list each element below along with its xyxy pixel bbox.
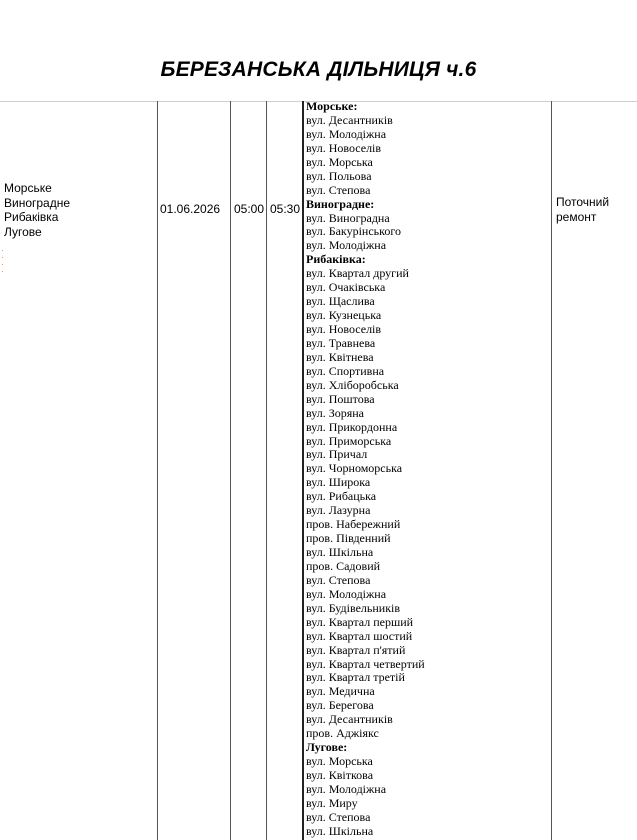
street-item: вул. Прикордонна (306, 419, 398, 434)
start-time: 05:00 (234, 202, 265, 216)
street-item: вул. Миру (306, 795, 358, 810)
end-time: 05:30 (270, 202, 301, 216)
street-item: вул. Квітнева (306, 349, 374, 364)
column-divider (266, 101, 267, 840)
street-item: вул. Чорноморська (306, 461, 403, 476)
street-item: вул. Зоряна (306, 405, 364, 420)
settlement-name: Рибаківка (4, 210, 59, 224)
street-item: вул. Десантників (306, 712, 393, 727)
streets-cell (306, 100, 425, 839)
street-item: пров. Південний (306, 531, 391, 546)
column-divider (302, 101, 304, 840)
street-item: вул. Спортивна (306, 363, 385, 378)
street-item: вул. Квіткова (306, 768, 374, 782)
street-item: вул. Степова (306, 182, 371, 197)
street-item: вул. Морська (306, 754, 373, 769)
outage-date: 01.06.2026 (160, 202, 221, 216)
street-item: вул. Новоселів (306, 322, 382, 336)
street-item: вул. Поштова (306, 391, 375, 406)
column-divider (551, 101, 552, 840)
document-title: БЕРЕЗАНСЬКА ДІЛЬНИЦЯ ч.6 (160, 58, 477, 81)
street-item: вул. Квартал четвертий (306, 656, 425, 671)
street-item: вул. Причал (306, 447, 368, 462)
street-group-header: Виноградне: (306, 196, 375, 211)
street-item: пров. Аджіякс (306, 726, 379, 741)
street-item: вул. Новоселів (306, 140, 382, 155)
street-item: пров. Садовий (306, 558, 381, 573)
street-group-header: Лугове: (306, 740, 348, 755)
settlement-name: Морське (4, 181, 52, 195)
street-item: вул. Польова (306, 168, 372, 183)
street-item: вул. Морська (306, 154, 373, 169)
street-item: вул. Травнева (306, 335, 376, 350)
street-item: вул. Шкільна (306, 545, 374, 559)
street-item: вул. Широка (306, 475, 371, 490)
street-group-header: Рибаківка: (306, 252, 366, 267)
column-divider (157, 101, 158, 840)
settlements-cell (4, 181, 70, 239)
street-item: вул. Рибацька (306, 489, 377, 504)
street-item: вул. Молодіжна (306, 586, 387, 601)
street-item: вул. Берегова (306, 698, 374, 713)
street-item: вул. Шкільна (306, 823, 374, 838)
street-group-header: Морське: (306, 99, 358, 113)
street-item: вул. Приморська (306, 433, 392, 448)
street-item: вул. Квартал перший (306, 614, 414, 629)
street-item: вул. Будівельників (306, 600, 401, 615)
street-item: вул. Хліборобська (306, 377, 399, 392)
street-item: вул. Лазурна (306, 503, 371, 518)
settlement-name: Лугове (4, 224, 42, 239)
column-divider (230, 101, 231, 840)
street-item: вул. Степова (306, 572, 371, 587)
street-item: вул. Молодіжна (306, 126, 387, 141)
street-item: вул. Квартал другий (306, 266, 409, 281)
street-item: вул. Виноградна (306, 210, 390, 225)
street-item: вул. Молодіжна (306, 781, 387, 796)
street-item: вул. Бакурінського (306, 224, 401, 239)
scan-artifact-dots (2, 250, 4, 278)
street-item: вул. Щаслива (306, 294, 375, 309)
street-item: вул. Медична (306, 684, 375, 699)
work-type-line: ремонт (556, 209, 597, 224)
work-type-line: Поточний (556, 195, 610, 209)
settlement-name: Виноградне (4, 195, 71, 210)
street-item: вул. Квартал третій (306, 670, 405, 685)
street-item: вул. Десантників (306, 112, 393, 127)
street-item: вул. Степова (306, 809, 371, 824)
street-item: вул. Квартал шостий (306, 628, 413, 643)
street-item: вул. Очаківська (306, 280, 386, 295)
work-type-cell (556, 195, 626, 224)
street-item: пров. Набережний (306, 517, 401, 532)
street-item: вул. Кузнецька (306, 308, 382, 323)
street-item: вул. Квартал п'ятий (306, 642, 406, 657)
street-item: вул. Молодіжна (306, 238, 387, 253)
